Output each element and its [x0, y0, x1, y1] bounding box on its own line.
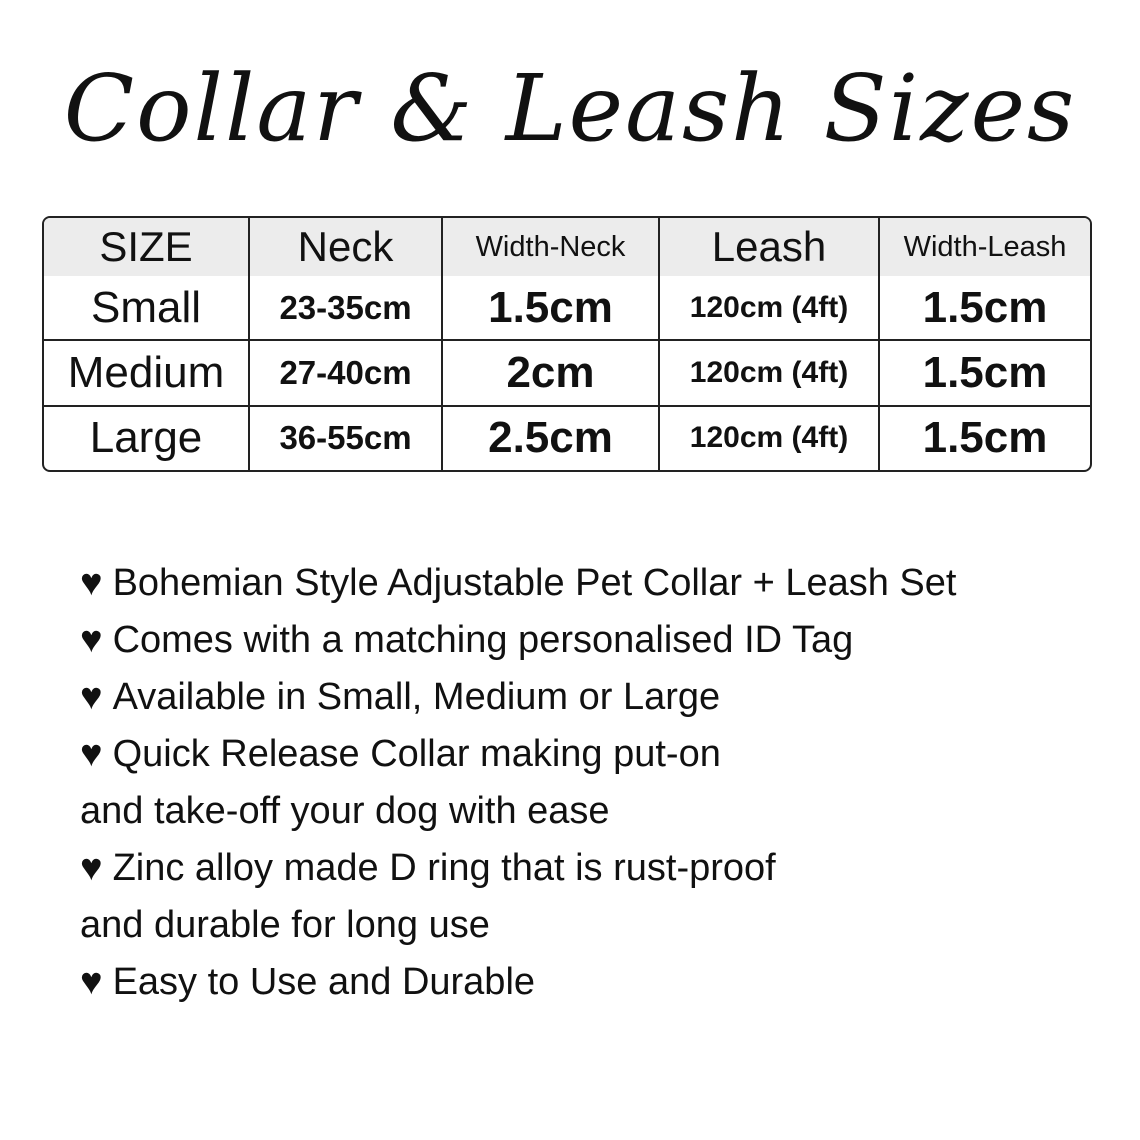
cell-neck: 23-35cm [249, 276, 442, 340]
cell-width-leash: 1.5cm [879, 340, 1090, 406]
feature-text-continued: and take-off your dog with ease [80, 790, 610, 832]
heart-icon: ♥ [80, 619, 103, 661]
list-item [80, 954, 1110, 1011]
list-item [80, 612, 1110, 669]
list-item [80, 726, 1110, 840]
cell-leash: 120cm (4ft) [659, 406, 879, 470]
heart-icon: ♥ [80, 676, 103, 718]
title-text: Collar & Leash Sizes [63, 55, 1077, 162]
feature-text-continued: and durable for long use [80, 904, 490, 946]
cell-width-leash: 1.5cm [879, 276, 1090, 340]
feature-list [80, 555, 1110, 1011]
cell-size: Small [44, 276, 249, 340]
table-row [44, 340, 1090, 406]
feature-text: Comes with a matching personalised ID Tag [112, 619, 854, 661]
size-table [42, 216, 1092, 472]
cell-width-neck: 1.5cm [442, 276, 659, 340]
heart-icon: ♥ [80, 733, 103, 775]
feature-text: Bohemian Style Adjustable Pet Collar + Leash Set [112, 562, 957, 604]
list-item [80, 669, 1110, 726]
table-row [44, 276, 1090, 340]
cell-leash: 120cm (4ft) [659, 340, 879, 406]
cell-leash: 120cm (4ft) [659, 276, 879, 340]
heart-icon: ♥ [80, 562, 103, 604]
cell-width-neck: 2cm [442, 340, 659, 406]
title-script-lettering [20, 40, 1120, 190]
page-title [0, 40, 1140, 190]
heart-icon: ♥ [80, 961, 103, 1003]
cell-size: Large [44, 406, 249, 470]
table-row [44, 406, 1090, 470]
list-item [80, 840, 1110, 954]
feature-text: Available in Small, Medium or Large [112, 676, 721, 718]
header-width-leash: Width-Leash [879, 218, 1090, 276]
cell-neck: 27-40cm [249, 340, 442, 406]
feature-text: Quick Release Collar making put-on [112, 733, 721, 775]
header-leash: Leash [659, 218, 879, 276]
header-width-neck: Width-Neck [442, 218, 659, 276]
heart-icon: ♥ [80, 847, 103, 889]
cell-neck: 36-55cm [249, 406, 442, 470]
feature-text: Easy to Use and Durable [112, 961, 536, 1003]
cell-width-neck: 2.5cm [442, 406, 659, 470]
list-item [80, 555, 1110, 612]
cell-size: Medium [44, 340, 249, 406]
cell-width-leash: 1.5cm [922, 413, 1048, 463]
table-header-row [44, 218, 1090, 276]
feature-text: Zinc alloy made D ring that is rust-proof [112, 847, 776, 889]
header-size: SIZE [44, 218, 249, 276]
header-neck: Neck [249, 218, 442, 276]
